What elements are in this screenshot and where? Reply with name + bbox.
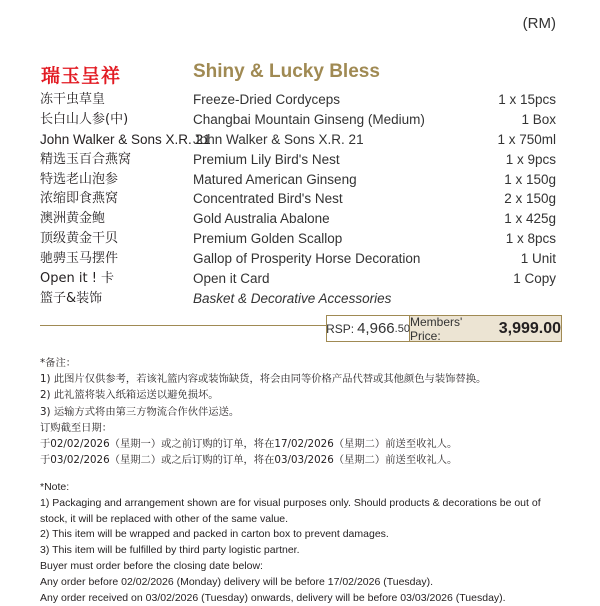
item-name-chinese: 浓缩即食燕窝	[40, 191, 119, 207]
currency-label: (RM)	[522, 15, 556, 32]
item-name-chinese: John Walker & Sons X.R. 21	[40, 131, 211, 147]
item-name-chinese: Open it ! 卡	[40, 271, 115, 287]
list-item	[40, 150, 560, 170]
item-quantity: 1 x 9pcs	[505, 151, 556, 167]
item-name-chinese: 篮子&装饰	[40, 290, 103, 306]
rsp-price	[327, 316, 410, 341]
item-quantity: 2 x 150g	[504, 191, 556, 207]
rsp-cents: .50	[394, 322, 410, 335]
item-name-english: Premium Golden Scallop	[193, 231, 343, 247]
item-name-english: Premium Lily Bird's Nest	[193, 151, 340, 167]
item-name-chinese: 驰骋玉马摆件	[40, 251, 119, 267]
item-name-english: Matured American Ginseng	[193, 171, 357, 187]
note-line: 2) This item will be wrapped and packed in carton box to prevent damages.	[40, 528, 389, 541]
item-name-chinese: 长白山人参(中)	[40, 111, 129, 127]
list-item	[40, 269, 560, 289]
list-item	[40, 189, 560, 209]
rsp-label: RSP:	[326, 321, 355, 336]
list-item	[40, 170, 560, 190]
members-price-label: Members' Price:	[410, 314, 463, 343]
price-box	[326, 315, 562, 342]
item-name-english: Gold Australia Abalone	[193, 211, 330, 227]
item-quantity: 1 x 8pcs	[505, 231, 556, 247]
product-title-english: Shiny & Lucky Bless	[193, 61, 380, 82]
item-name-english: Concentrated Bird's Nest	[193, 191, 343, 207]
note-line: 于02/02/2026（星期一）或之前订购的订单，将在17/02/2026（星期二）前送至收礼人。	[40, 438, 458, 451]
list-item	[40, 209, 560, 229]
item-quantity: 1 Box	[521, 111, 556, 127]
item-name-chinese: 精选玉百合燕窝	[40, 151, 132, 167]
note-line: *Note:	[40, 481, 70, 493]
note-line: 1) 此图片仅供参考，若该礼篮内容或装饰缺货，将会由同等价格产品代替或其他颜色与装饰替换。	[40, 373, 487, 386]
product-title-chinese: 瑞玉呈祥	[41, 65, 122, 87]
note-line: 3) 运输方式将由第三方物流合作伙伴运送。	[40, 405, 240, 418]
item-name-chinese: 特选老山泡参	[40, 171, 119, 187]
note-line: Buyer must order before the closing date below:	[40, 559, 263, 572]
item-name-english: Gallop of Prosperity Horse Decoration	[193, 251, 421, 267]
item-name-chinese: 冻干虫草皇	[40, 92, 106, 107]
members-price-value: 3,999.00	[498, 319, 561, 337]
item-quantity: 1 Copy	[513, 271, 556, 287]
list-item	[40, 289, 560, 309]
item-name-english: Changbai Mountain Ginseng (Medium)	[193, 111, 425, 127]
list-item	[40, 229, 560, 249]
notes-chinese	[40, 355, 570, 468]
note-line: 于03/02/2026（星期二）或之后订购的订单，将在03/03/2026（星期二）前送至收礼人。	[40, 454, 458, 467]
members-price	[410, 316, 561, 341]
rsp-value: 4,966	[357, 320, 395, 337]
item-name-english: Open it Card	[193, 271, 270, 287]
note-line: Any order before 02/02/2026 (Monday) delivery will be before 17/02/2026 (Tuesday).	[40, 575, 434, 588]
list-item	[40, 249, 560, 269]
item-name-english: John Walker & Sons X.R. 21	[193, 131, 364, 147]
item-name-chinese: 顶级黄金干贝	[40, 231, 119, 247]
item-quantity: 1 Unit	[520, 251, 556, 267]
item-list	[40, 90, 560, 309]
item-quantity: 1 x 15pcs	[498, 92, 556, 107]
note-line: 订购截至日期：	[40, 421, 113, 434]
list-item	[40, 90, 560, 110]
note-line: Any order received on 03/02/2026 (Tuesday) onwards, delivery will be before 03/03/2026 (Tuesday).	[40, 591, 506, 604]
note-line: 3) This item will be fulfilled by third party logistic partner.	[40, 544, 300, 557]
list-item	[40, 110, 560, 130]
item-quantity: 1 x 750ml	[497, 131, 556, 147]
item-quantity: 1 x 150g	[504, 171, 556, 187]
note-line: 2) 此礼篮将装入纸箱运送以避免损坏。	[40, 389, 219, 402]
note-line: *备注：	[40, 357, 77, 369]
item-name-english: Basket & Decorative Accessories	[193, 290, 392, 306]
list-item	[40, 130, 560, 150]
item-name-english: Freeze-Dried Cordyceps	[193, 92, 341, 107]
notes-english	[40, 480, 570, 606]
note-line: 1) Packaging and arrangement shown are for visual purposes only. Should products & decorations be out of stock, it will be replaced with other of the same value.	[40, 496, 541, 525]
item-name-chinese: 澳洲黄金鲍	[40, 211, 106, 227]
item-quantity: 1 x 425g	[504, 211, 556, 227]
